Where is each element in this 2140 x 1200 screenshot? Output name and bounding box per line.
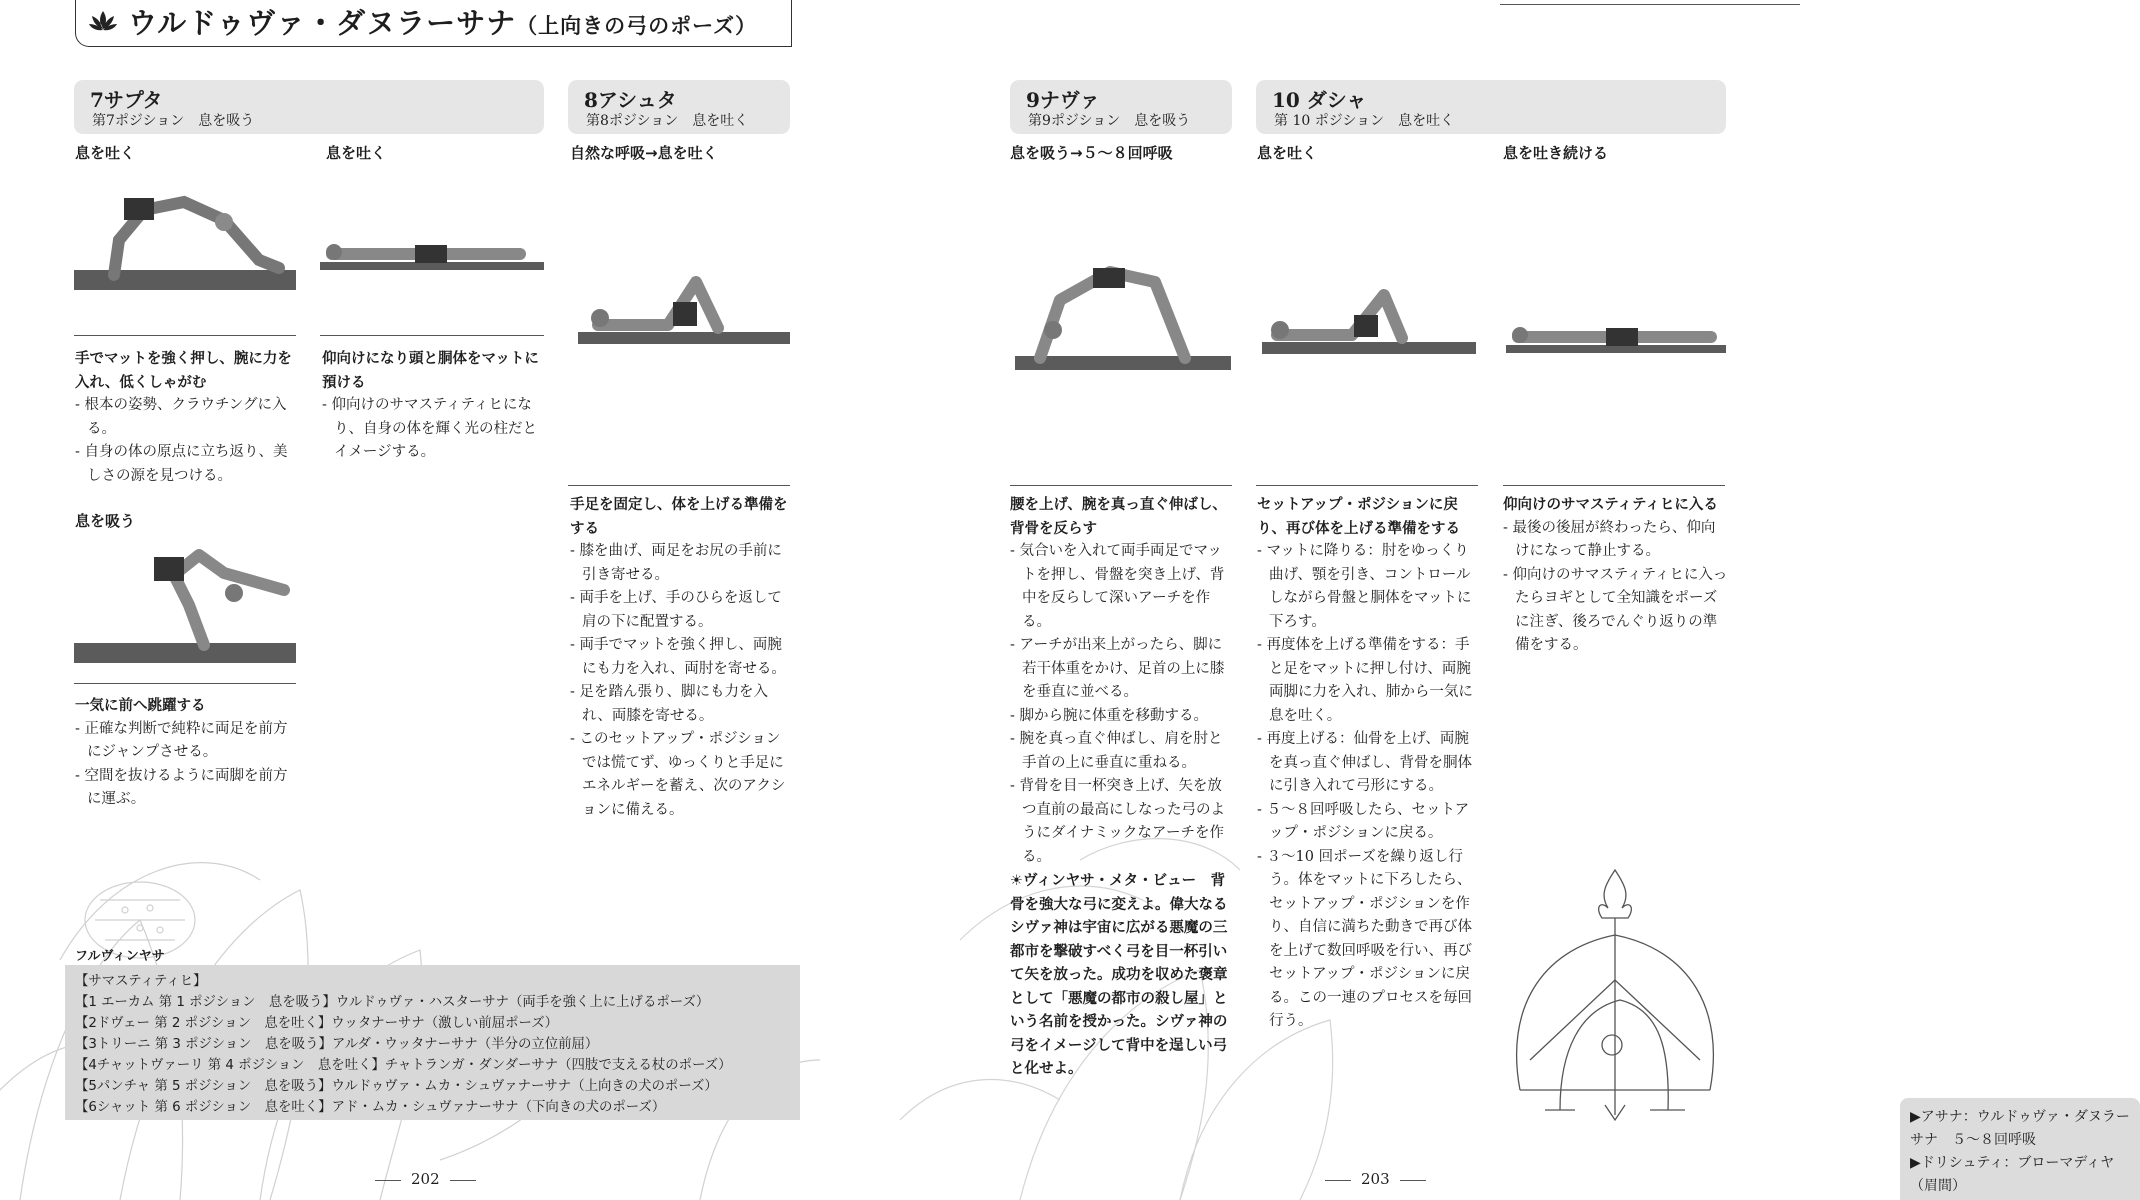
divider xyxy=(568,485,790,486)
breath-label: 息を吐き続ける xyxy=(1503,144,1609,162)
description-item: - マットに降りる：肘をゆっくり曲げ、顎を引き、コントロールしながら骨盤と胴体をマットに下ろす。 xyxy=(1257,540,1482,634)
description-item: - 自身の体の原点に立ち返り、美しさの源を見つける。 xyxy=(75,441,300,488)
divider xyxy=(74,335,296,336)
full-vinyasa-line: 【3トリーニ 第 3 ポジション 息を吸う】アルダ・ウッタナーサナ（半分の立位前屈） xyxy=(75,1037,599,1052)
shiva-bow-illustration xyxy=(1500,860,1730,1130)
step-number: 10 ダシャ xyxy=(1272,88,1367,112)
lotus-icon xyxy=(88,8,118,34)
description-item: - 最後の後屈が終わったら、仰向けになって静止する。 xyxy=(1503,517,1728,564)
description-7a xyxy=(75,347,300,488)
step-position: 第7ポジション 息を吸う xyxy=(92,113,255,129)
description-item: - 腕を真っ直ぐ伸ばし、肩を肘と手首の上に垂直に重ねる。 xyxy=(1010,728,1235,775)
description-item: - 気合いを入れて両手両足でマットを押し、骨盤を突き上げ、背中を反らして深いアーチを作る。 xyxy=(1010,540,1235,634)
divider xyxy=(1500,4,1800,5)
divider xyxy=(1010,485,1232,486)
description-heading: 一気に前へ跳躍する xyxy=(75,697,206,714)
full-vinyasa-line: 【5パンチャ 第 5 ポジション 息を吸う】ウルドゥヴァ・ムカ・シュヴァナーサナ（上向きの犬のポーズ） xyxy=(75,1079,718,1094)
description-item: - 空間を抜けるように両脚を前方に運ぶ。 xyxy=(75,765,300,812)
description-heading: 腰を上げ、腕を真っ直ぐ伸ばし、背骨を反らす xyxy=(1010,496,1227,537)
breath-label: 息を吐く xyxy=(326,144,387,162)
description-item: - ５〜８回呼吸したら、セットアップ・ポジションに戻る。 xyxy=(1257,799,1482,846)
info-asana: ▶アサナ：ウルドゥヴァ・ダヌラーサナ ５〜８回呼吸 xyxy=(1910,1109,2130,1148)
breath-label: 息を吐く xyxy=(75,144,136,162)
step-band-7 xyxy=(74,80,544,134)
title-main: ウルドゥヴァ・ダヌラーサナ xyxy=(128,6,517,40)
divider xyxy=(320,335,544,336)
divider xyxy=(1503,485,1725,486)
description-item: - 膝を曲げ、両足をお尻の手前に引き寄せる。 xyxy=(570,540,792,587)
breath-label: 息を吐く xyxy=(1257,144,1318,162)
pose-title-frame xyxy=(75,0,792,47)
description-item: - ３〜10 回ポーズを繰り返し行う。体をマットに下ろしたら、セットアップ・ポジションを作り、自信に満ちた動きで再び体を上げて数回呼吸を行い、再びセットアップ・ポジションに戻る。この一連のプロセスを毎回行う。 xyxy=(1257,846,1482,1034)
description-item: - アーチが出来上がったら、脚に若干体重をかけ、足首の上に膝を垂直に並べる。 xyxy=(1010,634,1235,705)
description-7b xyxy=(322,347,547,465)
divider xyxy=(74,683,296,684)
description-heading: セットアップ・ポジションに戻り、再び体を上げる準備をする xyxy=(1257,496,1460,537)
page-number-right: 203 xyxy=(1315,1170,1436,1188)
pose-photo-lying xyxy=(320,230,544,275)
right-page xyxy=(900,0,2130,1200)
step-position: 第8ポジション 息を吐く xyxy=(586,113,749,129)
title-sub: （上向きの弓のポーズ） xyxy=(516,13,758,38)
pose-photo-wheel xyxy=(1015,260,1231,375)
full-vinyasa-line: 【1 エーカム 第 1 ポジション 息を吸う】ウルドゥヴァ・ハスターサナ（両手を強く上に上げるポーズ） xyxy=(75,995,710,1010)
description-item: - 正確な判断で純粋に両足を前方にジャンプさせる。 xyxy=(75,718,300,765)
step-number: 8アシュタ xyxy=(584,88,677,112)
description-item: - 根本の姿勢、クラウチングに入る。 xyxy=(75,394,300,441)
description-item: - 背骨を目一杯突き上げ、矢を放つ直前の最高にしなった弓のようにダイナミックなアーチを作る。 xyxy=(1010,775,1235,869)
description-item: - 仰向けのサマスティティヒになり、自身の体を輝く光の柱だとイメージする。 xyxy=(322,394,547,465)
description-10b xyxy=(1503,493,1728,658)
full-vinyasa-line: 【4チャットヴァーリ 第 4 ポジション 息を吐く】チャトランガ・ダンダーサナ（四肢で支える杖のポーズ） xyxy=(75,1058,732,1073)
step-band-8 xyxy=(568,80,790,134)
description-heading: 仰向けのサマスティティヒに入る xyxy=(1503,496,1718,513)
description-10a xyxy=(1257,493,1482,1034)
description-item: - 両手でマットを強く押し、両腕にも力を入れ、両肘を寄せる。 xyxy=(570,634,792,681)
description-9 xyxy=(1010,493,1235,869)
pose-photo-setup xyxy=(578,270,790,350)
full-vinyasa-box xyxy=(65,965,800,1120)
page-number-left: 202 xyxy=(365,1170,486,1188)
description-item: - 再度上げる：仙骨を上げ、両腕を真っ直ぐ伸ばし、背骨を胴体に引き入れて弓形にする。 xyxy=(1257,728,1482,799)
description-heading: 手でマットを強く押し、腕に力を入れ、低くしゃがむ xyxy=(75,350,292,391)
description-item: - 脚から腕に体重を移動する。 xyxy=(1010,705,1235,729)
description-heading: 仰向けになり頭と胴体をマットに預ける xyxy=(322,350,539,391)
pose-photo-jump xyxy=(74,545,296,665)
full-vinyasa-line: 【6シャット 第 6 ポジション 息を吐く】アド・ムカ・シュヴァナーサナ（下向きの犬のポーズ） xyxy=(75,1100,666,1115)
step-number: 7サプタ xyxy=(90,88,163,112)
vinyasa-meta-view: ☀ヴィンヤサ・メタ・ビュー 背骨を強大な弓に変えよ。偉大なるシヴァ神は宇宙に広がる悪魔の三都市を撃破すべく弓を目一杯引いて矢を放った。成功を収めた褒章として「悪魔の都市の殺し屋」という名前を授かった。シヴァ神の弓をイメージして背中を逞しい弓と化せよ。 xyxy=(1010,873,1228,1077)
description-7c xyxy=(75,694,300,812)
pose-photo-crouch xyxy=(74,190,296,300)
full-vinyasa-line: 【サマスティティヒ】 xyxy=(75,974,207,989)
pose-photo-setup xyxy=(1262,290,1476,360)
divider xyxy=(1256,485,1478,486)
step-number: 9ナヴァ xyxy=(1026,88,1100,112)
breath-label: 自然な呼吸→息を吐く xyxy=(570,144,718,162)
step-band-9 xyxy=(1010,80,1232,134)
info-drishti: ▶ドリシュティ：ブローマディヤ（眉間） xyxy=(1910,1155,2115,1194)
breath-label: 息を吸う xyxy=(75,512,136,530)
full-vinyasa-line: 【2ドヴェー 第 2 ポジション 息を吐く】ウッタナーサナ（激しい前屈ポーズ） xyxy=(75,1016,559,1031)
info-box xyxy=(1900,1098,2140,1200)
description-heading: 手足を固定し、体を上げる準備をする xyxy=(570,496,788,537)
description-item: - このセットアップ・ポジションでは慌てず、ゆっくりと手足にエネルギーを蓄え、次のアクションに備える。 xyxy=(570,728,792,822)
description-item: - 仰向けのサマスティティヒに入ったらヨギとして全知識をポーズに注ぎ、後ろでんぐり返りの準備をする。 xyxy=(1503,564,1728,658)
left-page xyxy=(0,0,900,1200)
description-item: - 足を踏ん張り、脚にも力を入れ、両膝を寄せる。 xyxy=(570,681,792,728)
breath-label: 息を吸う→５〜８回呼吸 xyxy=(1010,144,1173,162)
step-band-10 xyxy=(1256,80,1726,134)
pose-photo-lying xyxy=(1506,315,1726,360)
page-title xyxy=(128,1,757,42)
description-8 xyxy=(570,493,792,822)
description-item: - 再度体を上げる準備をする：手と足をマットに押し付け、両腕両脚に力を入れ、肺から一気に息を吐く。 xyxy=(1257,634,1482,728)
full-vinyasa-title: フルヴィンヤサ xyxy=(75,949,165,964)
description-item: - 両手を上げ、手のひらを返して肩の下に配置する。 xyxy=(570,587,792,634)
step-position: 第 10 ポジション 息を吐く xyxy=(1274,113,1455,129)
step-position: 第9ポジション 息を吸う xyxy=(1028,113,1191,129)
